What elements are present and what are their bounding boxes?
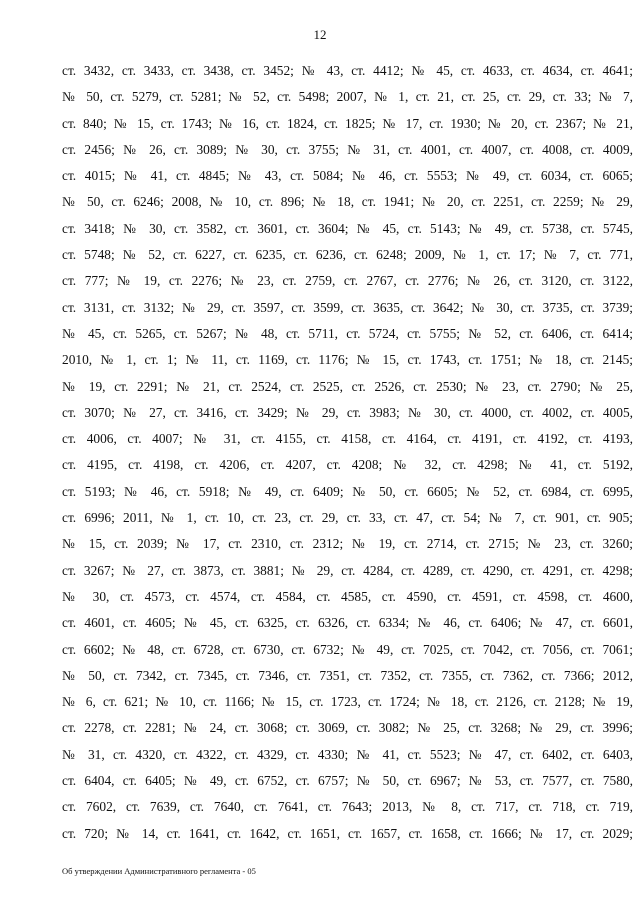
text-line: № 30, ст. 4573, ст. 4574, ст. 4584, ст. 4585, ст. 4590, ст. 4591, ст. 4598, ст. 4600, (62, 588, 633, 604)
text-line: № 45, ст. 5265, ст. 5267; № 48, ст. 5711, ст. 5724, ст. 5755; № 52, ст. 6406, ст. 6414; (62, 325, 633, 341)
text-line: ст. 3131, ст. 3132; № 29, ст. 3597, ст. 3599, ст. 3635, ст. 3642; № 30, ст. 3735, ст. 3739; (62, 299, 633, 315)
text-line: ст. 777; № 19, ст. 2276; № 23, ст. 2759, ст. 2767, ст. 2776; № 26, ст. 3120, ст. 3122, (62, 273, 633, 289)
text-line: ст. 7602, ст. 7639, ст. 7640, ст. 7641, ст. 7643; 2013, № 8, ст. 717, ст. 718, ст. 719, (62, 799, 633, 815)
text-line: № 15, ст. 2039; № 17, ст. 2310, ст. 2312; № 19, ст. 2714, ст. 2715; № 23, ст. 3260; (62, 536, 633, 552)
text-line: ст. 6996; 2011, № 1, ст. 10, ст. 23, ст. 29, ст. 33, ст. 47, ст. 54; № 7, ст. 901, ст. 905; (62, 510, 633, 526)
text-line: ст. 3267; № 27, ст. 3873, ст. 3881; № 29, ст. 4284, ст. 4289, ст. 4290, ст. 4291, ст. 4298; (62, 562, 633, 578)
text-line: ст. 5748; № 52, ст. 6227, ст. 6235, ст. 6236, ст. 6248; 2009, № 1, ст. 17; № 7, ст. 771, (62, 247, 633, 263)
page-number: 12 (313, 27, 327, 42)
text-line: ст. 4006, ст. 4007; № 31, ст. 4155, ст. 4158, ст. 4164, ст. 4191, ст. 4192, ст. 4193, (62, 431, 633, 447)
text-line: ст. 4195, ст. 4198, ст. 4206, ст. 4207, ст. 4208; № 32, ст. 4298; № 41, ст. 5192, (62, 457, 633, 473)
text-line: ст. 6404, ст. 6405; № 49, ст. 6752, ст. 6757; № 50, ст. 6967; № 53, ст. 7577, ст. 7580, (62, 773, 633, 789)
text-line: ст. 840; № 15, ст. 1743; № 16, ст. 1824, ст. 1825; № 17, ст. 1930; № 20, ст. 2367; № 21, (62, 115, 633, 131)
text-line: ст. 2456; № 26, ст. 3089; № 30, ст. 3755; № 31, ст. 4001, ст. 4007, ст. 4008, ст. 4009, (62, 141, 633, 157)
text-line: № 50, ст. 7342, ст. 7345, ст. 7346, ст. 7351, ст. 7352, ст. 7355, ст. 7362, ст. 7366; 2012, (62, 667, 633, 683)
text-line: ст. 3432, ст. 3433, ст. 3438, ст. 3452; № 43, ст. 4412; № 45, ст. 4633, ст. 4634, ст. 4641; (62, 63, 633, 78)
body-text (62, 58, 633, 847)
text-line: ст. 4015; № 41, ст. 4845; № 43, ст. 5084; № 46, ст. 5553; № 49, ст. 6034, ст. 6065; (62, 168, 633, 184)
text-line: 2010, № 1, ст. 1; № 11, ст. 1169, ст. 1176; № 15, ст. 1743, ст. 1751; № 18, ст. 2145; (62, 352, 633, 368)
text-line: ст. 3418; № 30, ст. 3582, ст. 3601, ст. 3604; № 45, ст. 5143; № 49, ст. 5738, ст. 5745, (62, 220, 633, 236)
text-line: № 50, ст. 6246; 2008, № 10, ст. 896; № 18, ст. 1941; № 20, ст. 2251, ст. 2259; № 29, (62, 194, 633, 210)
document-footer: Об утверждении Административного регламента - 05 (62, 866, 256, 876)
text-line: № 6, ст. 621; № 10, ст. 1166; № 15, ст. 1723, ст. 1724; № 18, ст. 2126, ст. 2128; № 19, (62, 694, 633, 710)
text-line: ст. 3070; № 27, ст. 3416, ст. 3429; № 29, ст. 3983; № 30, ст. 4000, ст. 4002, ст. 4005, (62, 404, 633, 420)
text-line: № 50, ст. 5279, ст. 5281; № 52, ст. 5498; 2007, № 1, ст. 21, ст. 25, ст. 29, ст. 33; № 7, (62, 89, 633, 105)
text-line: ст. 2278, ст. 2281; № 24, ст. 3068; ст. 3069, ст. 3082; № 25, ст. 3268; № 29, ст. 3996; (62, 720, 633, 736)
text-line: ст. 5193; № 46, ст. 5918; № 49, ст. 6409; № 50, ст. 6605; № 52, ст. 6984, ст. 6995, (62, 483, 633, 499)
text-line: ст. 720; № 14, ст. 1641, ст. 1642, ст. 1651, ст. 1657, ст. 1658, ст. 1666; № 17, ст. 2029; (62, 825, 633, 841)
text-line: № 31, ст. 4320, ст. 4322, ст. 4329, ст. 4330; № 41, ст. 5523; № 47, ст. 6402, ст. 6403, (62, 746, 633, 762)
text-line: ст. 4601, ст. 4605; № 45, ст. 6325, ст. 6326, ст. 6334; № 46, ст. 6406; № 47, ст. 6601, (62, 615, 633, 631)
text-line: № 19, ст. 2291; № 21, ст. 2524, ст. 2525, ст. 2526, ст. 2530; № 23, ст. 2790; № 25, (62, 378, 633, 394)
text-line: ст. 6602; № 48, ст. 6728, ст. 6730, ст. 6732; № 49, ст. 7025, ст. 7042, ст. 7056, ст. 7061; (62, 641, 633, 657)
